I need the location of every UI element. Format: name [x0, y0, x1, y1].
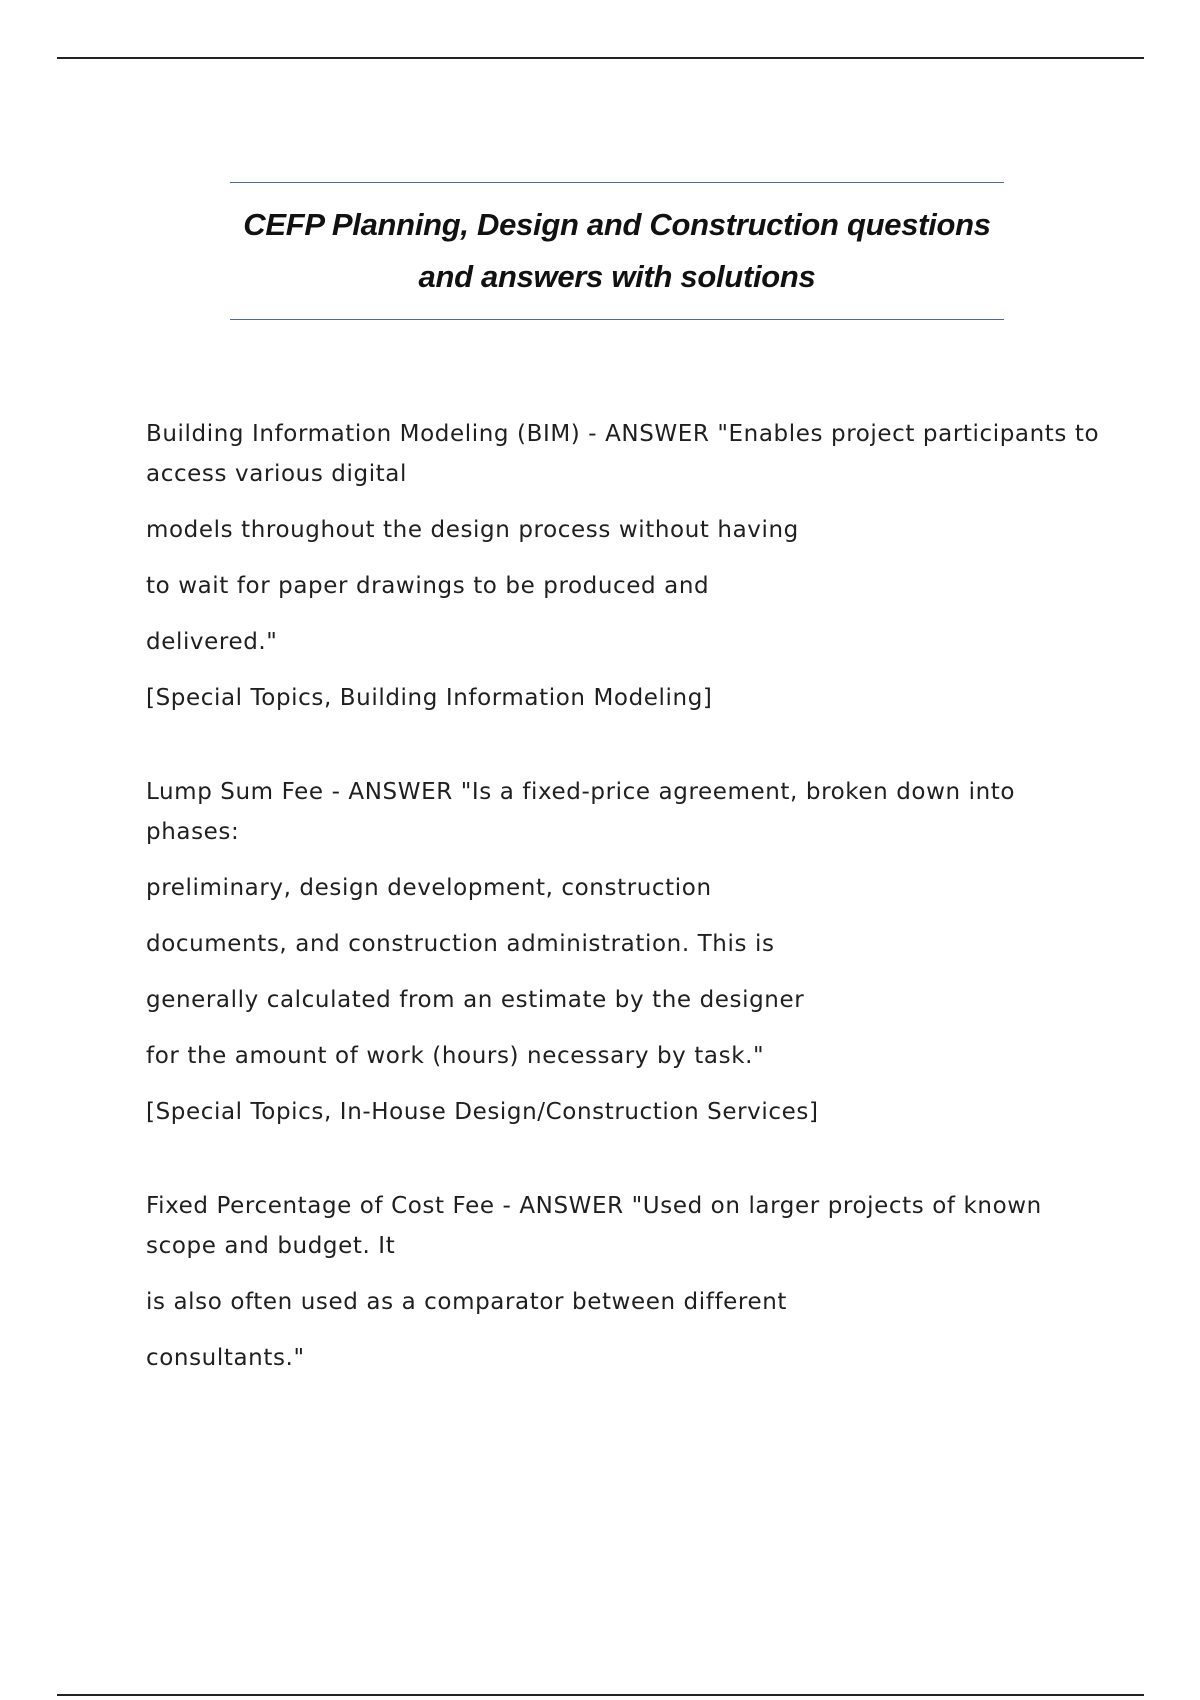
title-line-2: and answers with solutions — [418, 259, 816, 294]
qa-answer-line: preliminary, design development, construction — [146, 875, 712, 901]
qa-list — [146, 414, 1106, 1432]
qa-reference: [Special Topics, In-House Design/Construction Services] — [146, 1099, 819, 1125]
title-line-1: CEFP Planning, Design and Construction questions — [243, 207, 991, 242]
qa-answer-line: for the amount of work (hours) necessary by task." — [146, 1043, 765, 1069]
qa-answer-line: documents, and construction administration. This is — [146, 931, 775, 957]
page-top-rule — [57, 57, 1144, 59]
qa-entry — [146, 772, 1106, 1132]
title-block — [230, 182, 1004, 320]
title-bottom-rule — [230, 319, 1004, 320]
qa-question: Lump Sum Fee - ANSWER "Is a fixed-price agreement, broken down into phases: — [146, 779, 1016, 845]
qa-answer-line: generally calculated from an estimate by the designer — [146, 987, 805, 1013]
qa-question: Building Information Modeling (BIM) - ANSWER "Enables project participants to access various digital — [146, 421, 1100, 487]
qa-reference: [Special Topics, Building Information Modeling] — [146, 685, 713, 711]
qa-answer-line: models throughout the design process without having — [146, 517, 799, 543]
qa-entry — [146, 414, 1106, 718]
qa-entry — [146, 1186, 1106, 1378]
qa-question: Fixed Percentage of Cost Fee - ANSWER "Used on larger projects of known scope and budget. It — [146, 1193, 1042, 1259]
page-bottom-rule — [57, 1694, 1144, 1696]
qa-answer-line: is also often used as a comparator between different — [146, 1289, 787, 1315]
document-title — [230, 183, 1004, 319]
qa-answer-line: delivered." — [146, 629, 278, 655]
qa-answer-line: to wait for paper drawings to be produced and — [146, 573, 710, 599]
qa-answer-line: consultants." — [146, 1345, 305, 1371]
